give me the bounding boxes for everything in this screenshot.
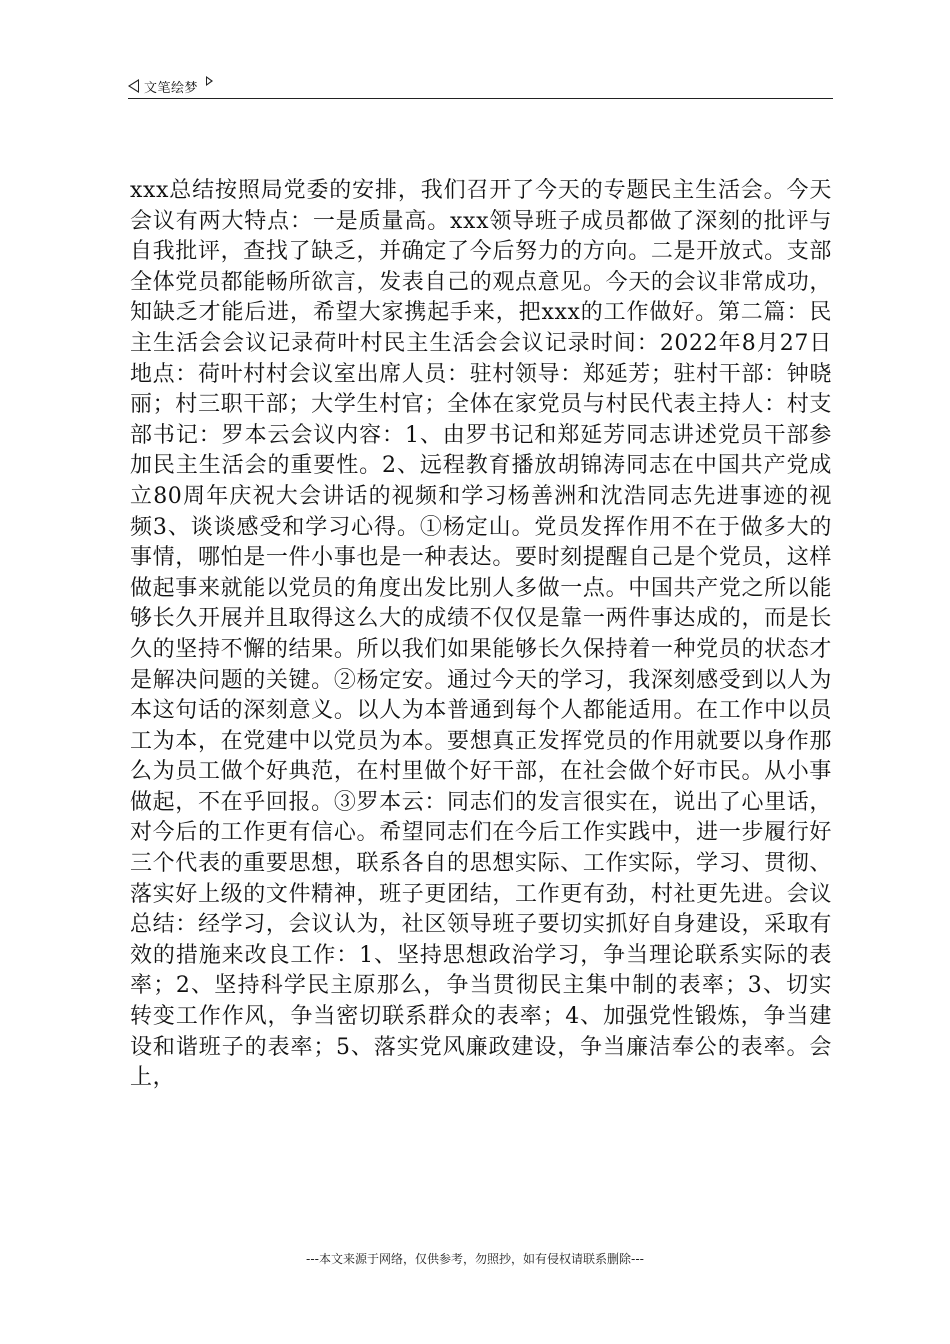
triangle-left-icon (128, 79, 139, 93)
page-footer-disclaimer: ---本文来源于网络，仅供参考，勿照抄，如有侵权请联系删除--- (306, 1252, 644, 1266)
page-header (128, 74, 833, 99)
document-body-text: xxx总结按照局党委的安排，我们召开了今天的专题民主生活会。今天会议有两大特点：一是质量高。xxx领导班子成员都做了深刻的批评与自我批评，查找了缺乏，并确定了今后努力的方向。二是开放式。支部全体党员都能畅所欲言，发表自己的观点意见。今天的会议非常成功，知缺乏才能后进，希望大家携起手来，把xxx的工作做好。第二篇：民主生活会会议记录荷叶村民主生活会会议记录时间：2022年8月27日地点：荷叶村村会议室出席人员：驻村领导：郑延芳；驻村干部：钟晓丽；村三职干部；大学生村官；全体在家党员与村民代表主持人：村支部书记：罗本云会议内容：1、由罗书记和郑延芳同志讲述党员干部参加民主生活会的重要性。2、远程教育播放胡锦涛同志在中国共产党成立80周年庆祝大会讲话的视频和学习杨善洲和沈浩同志先进事迹的视频3、谈谈感受和学习心得。①杨定山。党员发挥作用不在于做多大的事情，哪怕是一件小事也是一种表达。要时刻提醒自己是个党员，这样做起事来就能以党员的角度出发比别人多做一点。中国共产党之所以能够长久开展并且取得这么大的成绩不仅仅是靠一两件事达成的，而是长久的坚持不懈的结果。所以我们如果能够长久保持着一种党员的状态才是解决问题的关键。②杨定安。通过今天的学习，我深刻感受到以人为本这句话的深刻意义。以人为本普通到每个人都能适用。在工作中以员工为本，在党建中以党员为本。要想真正发挥党员的作用就要以身作那么为员工做个好典范，在村里做个好干部，在社会做个好市民。从小事做起，不在乎回报。③罗本云：同志们的发言很实在，说出了心里话，对今后的工作更有信心。希望同志们在今后工作实践中，进一步履行好三个代表的重要思想，联系各自的思想实际、工作实际，学习、贯彻、落实好上级的文件精神，班子更团结，工作更有劲，村社更先进。会议总结：经学习，会议认为，社区领导班子要切实抓好自身建设，采取有效的措施来改良工作：1、坚持思想政治学习，争当理论联系实际的表率；2、坚持科学民主原那么，争当贯彻民主集中制的表率；3、切实转变工作作风，争当密切联系群众的表率；4、加强党性锻炼，争当建设和谐班子的表率；5、落实党风廉政建设，争当廉洁奉公的表率。会上， (130, 178, 832, 1091)
header-brand: 文笔绘梦 (144, 80, 199, 96)
triangle-right-icon (206, 76, 213, 86)
